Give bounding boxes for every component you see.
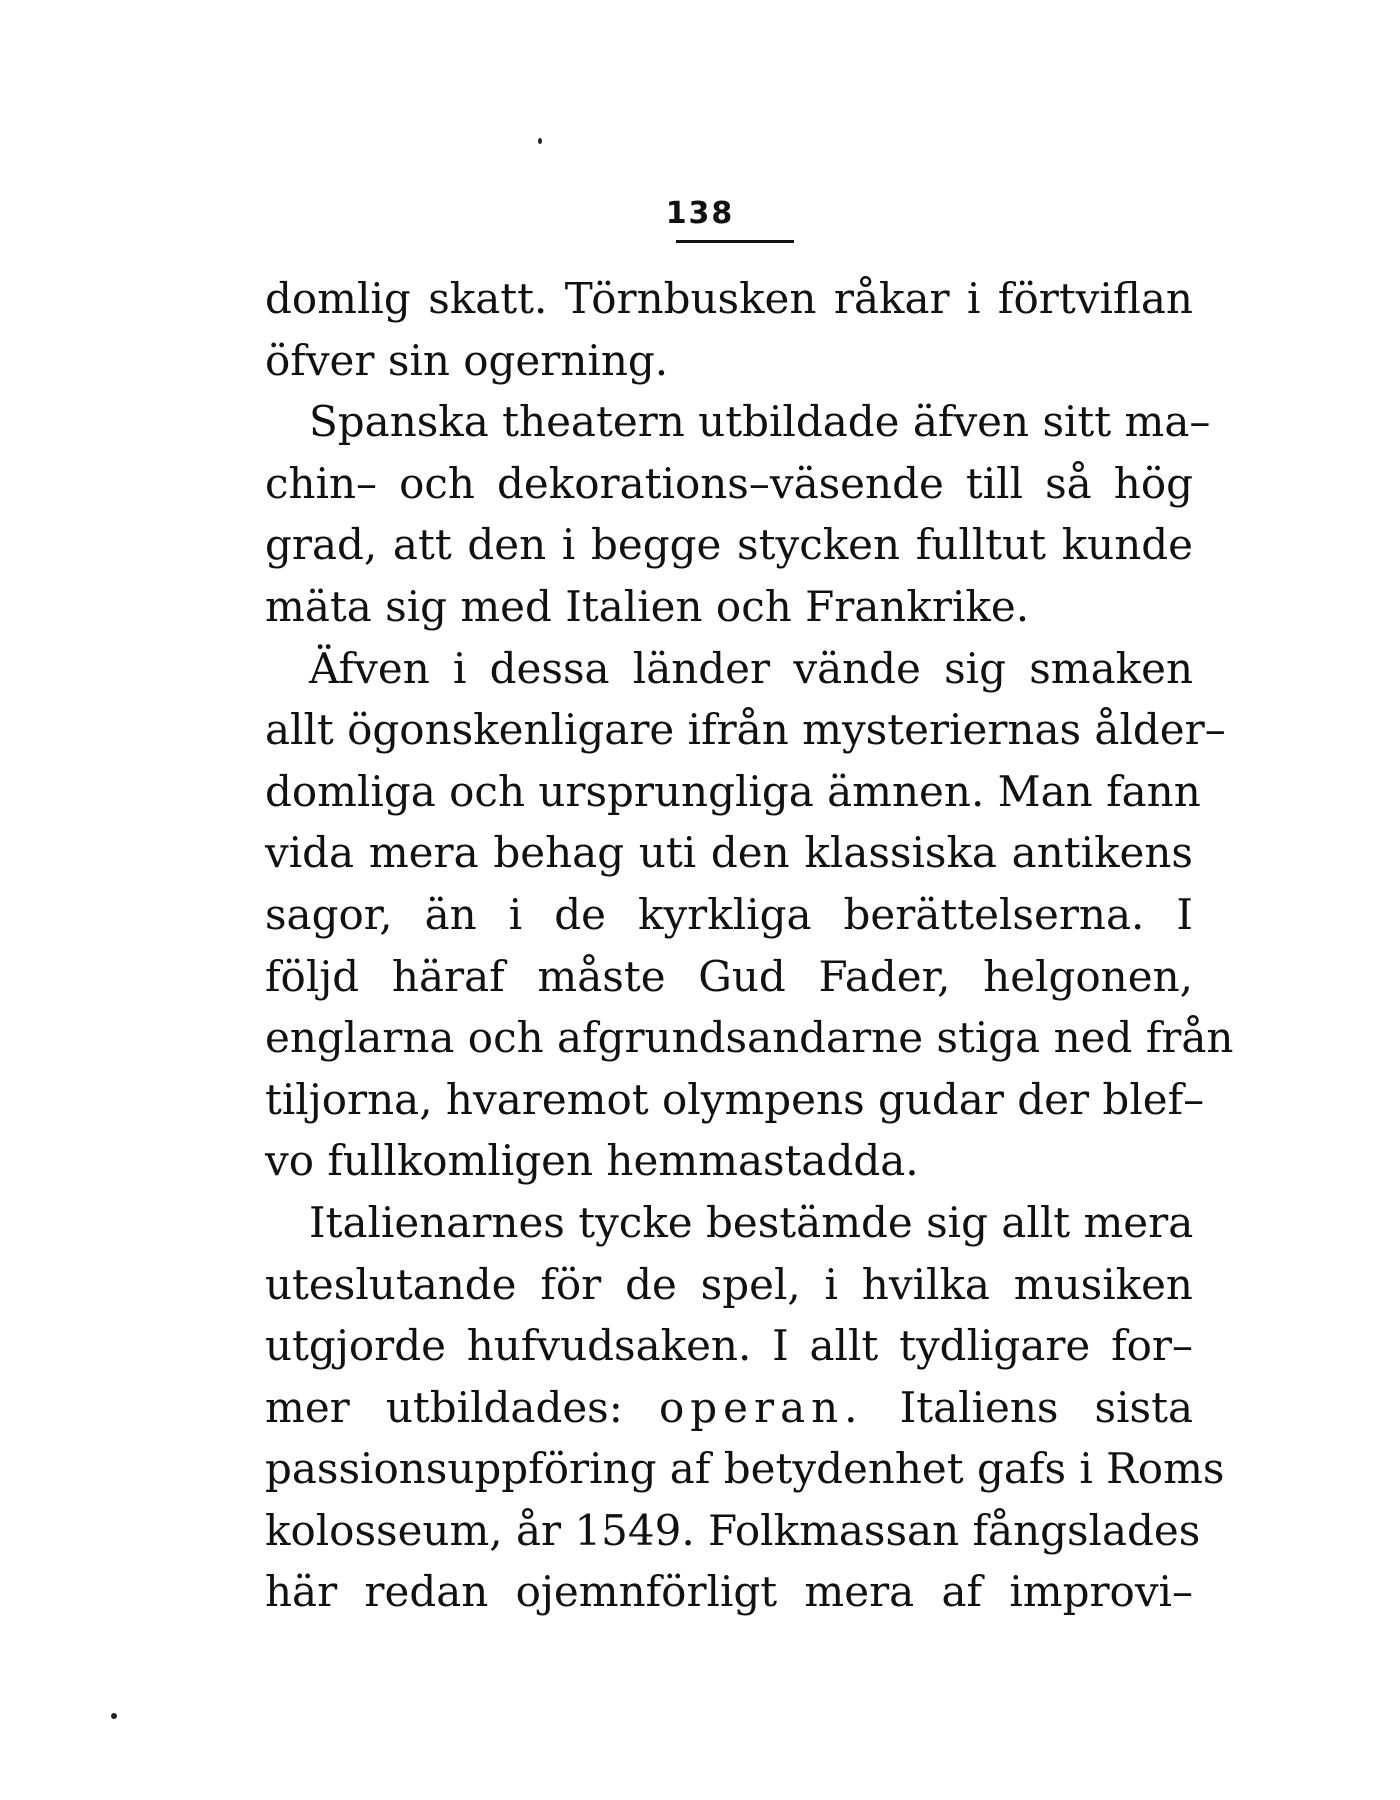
text-line-tail: Italiens sista xyxy=(899,1382,1193,1432)
text-line: mäta sig med Italien och Frankrike. xyxy=(265,581,1030,631)
text-line: domlig skatt. Törnbusken råkar i förtviflan xyxy=(265,274,1193,323)
text-line: allt ögonskenligare ifrån mysteriernas ålder– xyxy=(265,705,1226,755)
text-line: englarna och afgrundsandarne stiga ned från xyxy=(265,1013,1234,1063)
print-speck-bottom xyxy=(111,1713,117,1719)
text-line: kolosseum, år 1549. Folkmassan fångslades xyxy=(265,1505,1201,1555)
text-line: följd häraf måste Gud Fader, helgonen, xyxy=(265,951,1193,1001)
text-line: chin– och dekorations–väsende till så hög xyxy=(265,458,1193,508)
spaced-emphasis-word: operan. xyxy=(658,1382,864,1432)
text-line: här redan ojemnförligt mera af improvi– xyxy=(265,1567,1193,1617)
page-number-rule xyxy=(676,240,794,243)
body-text xyxy=(265,268,1234,1623)
text-line: vo fullkomligen hemmastadda. xyxy=(265,1136,919,1186)
text-line: domliga och ursprungliga ämnen. Man fann xyxy=(265,766,1201,816)
text-line: vida mera behag uti den klassiska antikens xyxy=(265,828,1193,878)
text-line: Italienarnes tycke bestämde sig allt mera xyxy=(309,1197,1194,1247)
text-line: sagor, än i de kyrkliga berättelserna. I xyxy=(265,889,1193,939)
text-line: Spanska theatern utbildade äfven sitt ma– xyxy=(309,397,1211,447)
page-number: 138 xyxy=(665,196,735,231)
text-line: tiljorna, hvaremot olympens gudar der blef– xyxy=(265,1074,1205,1124)
text-line-spaced xyxy=(265,1377,1193,1439)
text-line: öfver sin ogerning. xyxy=(265,335,669,385)
text-line: grad, att den i begge stycken fulltut kunde xyxy=(265,520,1193,570)
text-line: uteslutande för de spel, i hvilka musiken xyxy=(265,1259,1193,1309)
text-line: passionsuppföring af betydenhet gafs i Roms xyxy=(265,1444,1225,1494)
print-speck-top xyxy=(538,138,542,144)
text-line-start: mer utbildades: xyxy=(265,1382,659,1432)
text-line: Äfven i dessa länder vände sig smaken xyxy=(309,643,1193,693)
text-line: utgjorde hufvudsaken. I allt tydligare for– xyxy=(265,1321,1193,1371)
